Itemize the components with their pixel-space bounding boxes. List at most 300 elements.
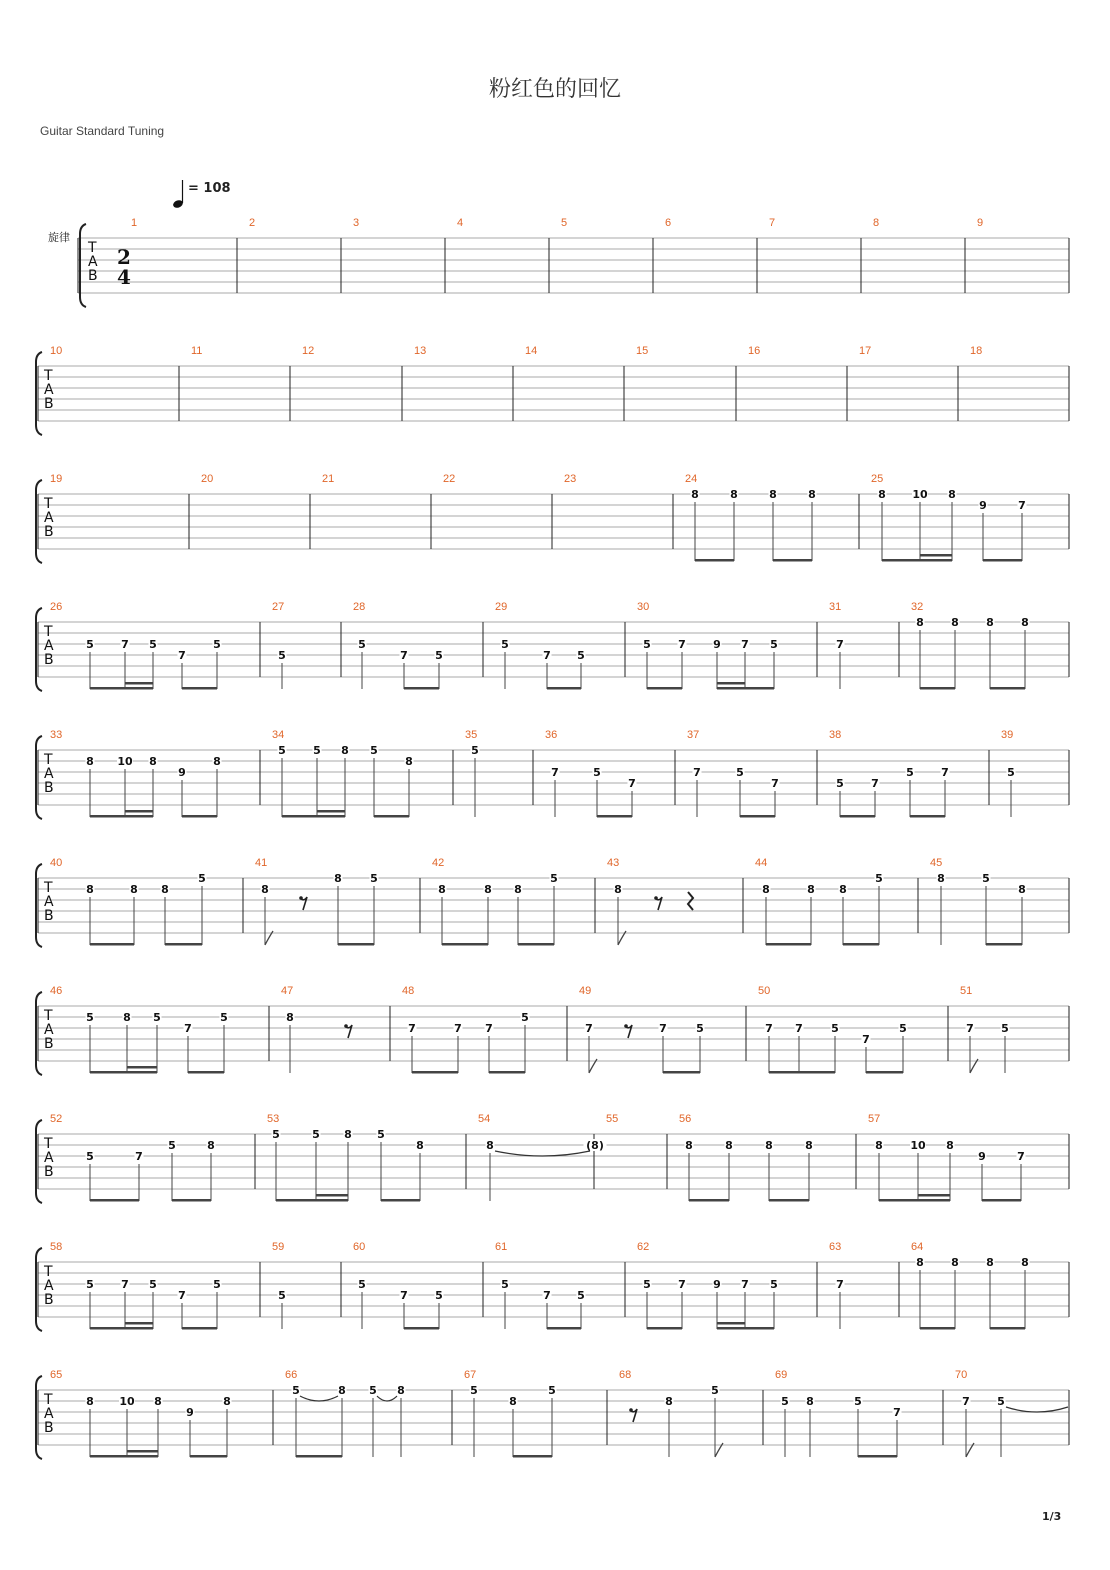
measure-number: 14	[525, 345, 538, 357]
measure-43	[614, 883, 694, 945]
beam	[296, 1455, 342, 1458]
fret-number: 5	[86, 1011, 94, 1024]
tie	[377, 1396, 397, 1401]
fret-number: 7	[400, 1289, 408, 1302]
fret-number: 8	[438, 883, 446, 896]
measure-number: 15	[636, 345, 649, 357]
beam	[882, 559, 952, 562]
measure-number: 53	[267, 1113, 280, 1125]
fret-number: 8	[839, 883, 847, 896]
beam	[127, 1066, 157, 1069]
fret-number: 8	[730, 488, 738, 501]
measure-number: 48	[402, 985, 415, 997]
time-signature-bottom: 4	[117, 265, 131, 289]
fret-number: 5	[278, 1289, 286, 1302]
beam	[840, 815, 875, 818]
tempo-marking: = 108	[188, 181, 231, 196]
tab-clef-letter: A	[44, 1150, 54, 1166]
song-title: 粉红色的回忆	[488, 77, 621, 102]
tab-clef-letter: A	[44, 1278, 54, 1294]
measure-66	[292, 1384, 406, 1458]
tab-clef-letter: B	[44, 1420, 54, 1436]
fret-number: 8	[1021, 1256, 1029, 1269]
fret-number: 8	[807, 883, 815, 896]
beam	[858, 1455, 897, 1458]
tab-system	[36, 345, 1069, 435]
measure-number: 7	[769, 217, 776, 229]
measure-number: 47	[281, 985, 294, 997]
tab-clef-letter: B	[44, 1292, 54, 1308]
fret-number: 7	[135, 1150, 143, 1163]
fret-number: 10	[910, 1139, 926, 1152]
fret-number: 7	[771, 777, 779, 790]
fret-number: 8	[86, 1395, 94, 1408]
measure-68	[629, 1384, 723, 1457]
fret-number: 5	[86, 1150, 94, 1163]
fret-number: 7	[184, 1022, 192, 1035]
measure-49	[585, 1022, 705, 1074]
fret-number: 8	[951, 1256, 959, 1269]
beam	[172, 1199, 211, 1202]
beam	[920, 687, 955, 690]
tab-clef-letter: A	[44, 1406, 54, 1422]
measure-number: 24	[685, 473, 698, 485]
fret-number: 7	[836, 1278, 844, 1291]
tab-system	[36, 857, 1069, 947]
fret-number: 5	[358, 638, 366, 651]
beam	[90, 1327, 153, 1330]
fret-number: 5	[370, 744, 378, 757]
measure-number: 38	[829, 729, 842, 741]
beam	[695, 559, 734, 562]
beam	[276, 1199, 348, 1202]
fret-number: 7	[659, 1022, 667, 1035]
beam	[90, 815, 153, 818]
measure-number: 54	[478, 1113, 491, 1125]
measure-number: 11	[191, 345, 203, 357]
beam	[90, 687, 153, 690]
measure-26	[86, 638, 222, 690]
fret-number: 8	[878, 488, 886, 501]
fret-number: 8	[286, 1011, 294, 1024]
beam	[90, 943, 134, 946]
fret-number: 5	[149, 638, 157, 651]
beam	[918, 1194, 950, 1197]
measure-number: 19	[50, 473, 63, 485]
measure-number: 56	[679, 1113, 692, 1125]
beam	[769, 1071, 835, 1074]
beam	[717, 1327, 774, 1330]
fret-number: 8	[223, 1395, 231, 1408]
fret-number: 5	[831, 1022, 839, 1035]
beam	[182, 1327, 217, 1330]
fret-number: 5	[736, 766, 744, 779]
measure-number: 6	[665, 217, 672, 229]
measure-number: 57	[868, 1113, 881, 1125]
measure-number: 16	[748, 345, 761, 357]
measure-40	[86, 872, 207, 946]
beam	[282, 815, 345, 818]
fret-number: 8	[509, 1395, 517, 1408]
fret-number: 8	[762, 883, 770, 896]
fret-number: 8	[765, 1139, 773, 1152]
measure-number: 45	[930, 857, 943, 869]
tab-clef-letter: T	[44, 1008, 53, 1024]
fret-number: 5	[358, 1278, 366, 1291]
beam	[125, 810, 153, 813]
beam	[597, 815, 632, 818]
fret-number: 8	[484, 883, 492, 896]
measure-number: 68	[619, 1369, 632, 1381]
measure-67	[470, 1384, 557, 1458]
measure-number: 39	[1001, 729, 1014, 741]
fret-number: 10	[117, 755, 133, 768]
fret-number: 7	[836, 638, 844, 651]
beam	[90, 1455, 158, 1458]
measure-35	[471, 744, 480, 817]
tab-clef-letter: T	[88, 240, 97, 256]
beam	[843, 943, 879, 946]
measure-61	[501, 1278, 586, 1330]
fret-number: 8	[154, 1395, 162, 1408]
beam	[879, 1199, 950, 1202]
fret-number: 8	[946, 1139, 954, 1152]
fret-number: 5	[370, 872, 378, 885]
beam	[127, 1450, 158, 1453]
fret-number: 5	[770, 1278, 778, 1291]
measure-24	[691, 488, 817, 562]
fret-number: 7	[400, 649, 408, 662]
measure-number: 64	[911, 1241, 924, 1253]
fret-number: 8	[341, 744, 349, 757]
measure-number: 30	[637, 601, 650, 613]
measure-number: 50	[758, 985, 771, 997]
beam	[990, 687, 1025, 690]
fret-number: 5	[1007, 766, 1015, 779]
measure-31	[836, 638, 845, 689]
measure-number: 4	[457, 217, 464, 229]
fret-number: 5	[836, 777, 844, 790]
beam	[647, 1327, 682, 1330]
tab-clef-letter: T	[44, 624, 53, 640]
measure-number: 65	[50, 1369, 63, 1381]
fret-number: 5	[982, 872, 990, 885]
fret-number: 8	[986, 616, 994, 629]
beam	[404, 687, 439, 690]
beam	[338, 943, 374, 946]
fret-number: 5	[997, 1395, 1005, 1408]
measure-number: 61	[495, 1241, 508, 1253]
fret-number: 8	[514, 883, 522, 896]
fret-number: 8	[261, 883, 269, 896]
fret-number: 5	[471, 744, 479, 757]
measure-27	[278, 649, 287, 689]
beam	[986, 943, 1022, 946]
fret-number: 7	[485, 1022, 493, 1035]
beam	[647, 687, 682, 690]
measure-55	[584, 1139, 607, 1152]
measure-number: 9	[977, 217, 984, 229]
measure-25	[878, 488, 1027, 562]
measure-number: 63	[829, 1241, 842, 1253]
beam	[412, 1071, 458, 1074]
measure-number: 70	[955, 1369, 968, 1381]
fret-number: 5	[906, 766, 914, 779]
fret-number: 8	[916, 1256, 924, 1269]
measure-number: 67	[464, 1369, 477, 1381]
measure-number: 55	[606, 1113, 619, 1125]
beam	[381, 1199, 420, 1202]
beam	[442, 943, 488, 946]
tab-clef-letter: T	[44, 496, 53, 512]
measure-30	[643, 638, 779, 690]
measure-number: 37	[687, 729, 700, 741]
fret-number: 8	[416, 1139, 424, 1152]
measure-number: 52	[50, 1113, 63, 1125]
beam	[983, 559, 1022, 562]
measure-number: 2	[249, 217, 256, 229]
fret-number: 5	[168, 1139, 176, 1152]
fret-number: 8	[486, 1139, 494, 1152]
beam	[374, 815, 409, 818]
measure-42	[438, 872, 559, 946]
fret-number: 5	[213, 638, 221, 651]
measure-53	[272, 1128, 425, 1202]
fret-number: 5	[278, 649, 286, 662]
fret-number: 8	[1018, 883, 1026, 896]
fret-number: 5	[854, 1395, 862, 1408]
measure-69	[781, 1395, 902, 1458]
tie	[495, 1151, 590, 1156]
measure-number: 35	[465, 729, 478, 741]
fret-number: 7	[178, 649, 186, 662]
tab-clef-letter: A	[44, 1022, 54, 1038]
fret-number: 7	[628, 777, 636, 790]
fret-number: 7	[862, 1033, 870, 1046]
measure-number: 41	[255, 857, 268, 869]
fret-number: 5	[86, 1278, 94, 1291]
fret-number: 7	[178, 1289, 186, 1302]
measure-64	[916, 1256, 1030, 1330]
fret-number: 5	[313, 744, 321, 757]
tab-clef-letter: B	[44, 524, 54, 540]
measure-number: 32	[911, 601, 924, 613]
measure-number: 33	[50, 729, 63, 741]
beam	[317, 810, 345, 813]
measure-number: 8	[873, 217, 880, 229]
measure-number: 26	[50, 601, 63, 613]
fret-number: 7	[795, 1022, 803, 1035]
fret-number: 7	[408, 1022, 416, 1035]
fret-number: 8	[725, 1139, 733, 1152]
measure-29	[501, 638, 586, 690]
beam	[518, 943, 554, 946]
tab-clef-letter: A	[44, 510, 54, 526]
measure-number: 27	[272, 601, 285, 613]
fret-number: 5	[550, 872, 558, 885]
fret-number: 9	[978, 1150, 986, 1163]
tab-clef-letter: T	[44, 880, 53, 896]
fret-number: 7	[678, 1278, 686, 1291]
measure-number: 22	[443, 473, 456, 485]
measure-59	[278, 1289, 287, 1329]
tie	[1006, 1407, 1068, 1412]
fret-number: 7	[121, 1278, 129, 1291]
fret-number: 5	[781, 1395, 789, 1408]
fret-number: 5	[86, 638, 94, 651]
tab-clef-letter: A	[44, 894, 54, 910]
measure-51	[966, 1022, 1010, 1073]
measure-number: 62	[637, 1241, 650, 1253]
beam	[982, 1199, 1021, 1202]
fret-number: 9	[979, 499, 987, 512]
beam	[165, 943, 202, 946]
measure-number: 66	[285, 1369, 298, 1381]
track-name: 旋律	[48, 232, 70, 244]
fret-number: 5	[501, 638, 509, 651]
beam	[717, 682, 745, 685]
fret-number: 5	[312, 1128, 320, 1141]
beam	[513, 1455, 552, 1458]
measure-number: 25	[871, 473, 884, 485]
fret-number: 7	[941, 766, 949, 779]
fret-number: 5	[875, 872, 883, 885]
tab-clef-letter: A	[44, 382, 54, 398]
fret-number: 8	[207, 1139, 215, 1152]
measure-58	[86, 1278, 222, 1330]
fret-number: 8	[86, 755, 94, 768]
measure-70	[962, 1395, 1006, 1457]
fret-number: 7	[966, 1022, 974, 1035]
tab-clef-letter: B	[88, 268, 98, 284]
fret-number: 7	[1017, 1150, 1025, 1163]
fret-number: 8	[808, 488, 816, 501]
tab-clef-letter: T	[44, 1136, 53, 1152]
beam	[990, 1327, 1025, 1330]
measure-number: 23	[564, 473, 577, 485]
measure-number: 43	[607, 857, 620, 869]
fret-number: 8	[806, 1395, 814, 1408]
measure-45	[937, 872, 1027, 946]
measure-60	[358, 1278, 444, 1330]
measure-number: 51	[960, 985, 973, 997]
beam	[866, 1071, 903, 1074]
fret-number: 8	[123, 1011, 131, 1024]
tie	[300, 1396, 338, 1401]
fret-number: 7	[585, 1022, 593, 1035]
beam	[188, 1071, 224, 1074]
fret-number: 7	[543, 649, 551, 662]
measure-34	[278, 744, 414, 818]
fret-number: 7	[678, 638, 686, 651]
beam	[547, 1327, 581, 1330]
beam	[90, 1199, 139, 1202]
beam	[182, 815, 217, 818]
fret-number: 8	[685, 1139, 693, 1152]
fret-number: 8	[338, 1384, 346, 1397]
measure-46	[86, 1011, 229, 1074]
fret-number: 8	[397, 1384, 405, 1397]
beam	[125, 1322, 153, 1325]
quarter-rest-icon	[688, 892, 693, 910]
fret-number: 5	[435, 649, 443, 662]
fret-number: 5	[521, 1011, 529, 1024]
fret-number: 5	[435, 1289, 443, 1302]
fret-number: 8	[86, 883, 94, 896]
beam	[90, 1071, 157, 1074]
beam	[316, 1194, 348, 1197]
measure-33	[86, 755, 222, 818]
measure-number: 40	[50, 857, 63, 869]
fret-number: 7	[551, 766, 559, 779]
measure-47	[286, 1011, 353, 1073]
tab-clef-letter: B	[44, 652, 54, 668]
fret-number: (8)	[586, 1139, 604, 1152]
measure-number: 20	[201, 473, 214, 485]
fret-number: 8	[344, 1128, 352, 1141]
tab-clef-letter: A	[44, 638, 54, 654]
tab-clef-letter: T	[44, 1264, 53, 1280]
fret-number: 7	[543, 1289, 551, 1302]
fret-number: 7	[693, 766, 701, 779]
fret-number: 5	[577, 649, 585, 662]
measure-number: 17	[859, 345, 872, 357]
measure-41	[261, 872, 379, 946]
fret-number: 5	[643, 638, 651, 651]
tab-clef-letter: B	[44, 1036, 54, 1052]
measure-32	[916, 616, 1030, 690]
tab-clef-letter: B	[44, 908, 54, 924]
fret-number: 5	[153, 1011, 161, 1024]
beam	[920, 1327, 955, 1330]
fret-number: 7	[871, 777, 879, 790]
tab-system	[36, 1241, 1069, 1331]
fret-number: 5	[220, 1011, 228, 1024]
fret-number: 8	[405, 755, 413, 768]
beam	[489, 1071, 525, 1074]
fret-number: 8	[130, 883, 138, 896]
fret-number: 5	[470, 1384, 478, 1397]
beam	[190, 1455, 227, 1458]
beam	[766, 943, 811, 946]
measure-44	[762, 872, 884, 946]
tab-clef-letter: B	[44, 780, 54, 796]
beam	[769, 1199, 809, 1202]
beam	[717, 1322, 745, 1325]
beam	[404, 1327, 439, 1330]
measure-28	[358, 638, 444, 690]
fret-number: 8	[986, 1256, 994, 1269]
measure-number: 46	[50, 985, 63, 997]
fret-number: 9	[713, 638, 721, 651]
beam	[773, 559, 812, 562]
fret-number: 9	[713, 1278, 721, 1291]
measure-63	[836, 1278, 845, 1329]
fret-number: 7	[741, 638, 749, 651]
fret-number: 10	[912, 488, 928, 501]
fret-number: 5	[278, 744, 286, 757]
fret-number: 5	[213, 1278, 221, 1291]
beam	[182, 687, 217, 690]
fret-number: 5	[711, 1384, 719, 1397]
page-number: 1/3	[1042, 1510, 1062, 1523]
measure-38	[836, 766, 950, 818]
measure-37	[693, 766, 780, 818]
tab-clef-letter: T	[44, 1392, 53, 1408]
fret-number: 10	[119, 1395, 135, 1408]
measure-62	[643, 1278, 779, 1330]
fret-number: 7	[765, 1022, 773, 1035]
